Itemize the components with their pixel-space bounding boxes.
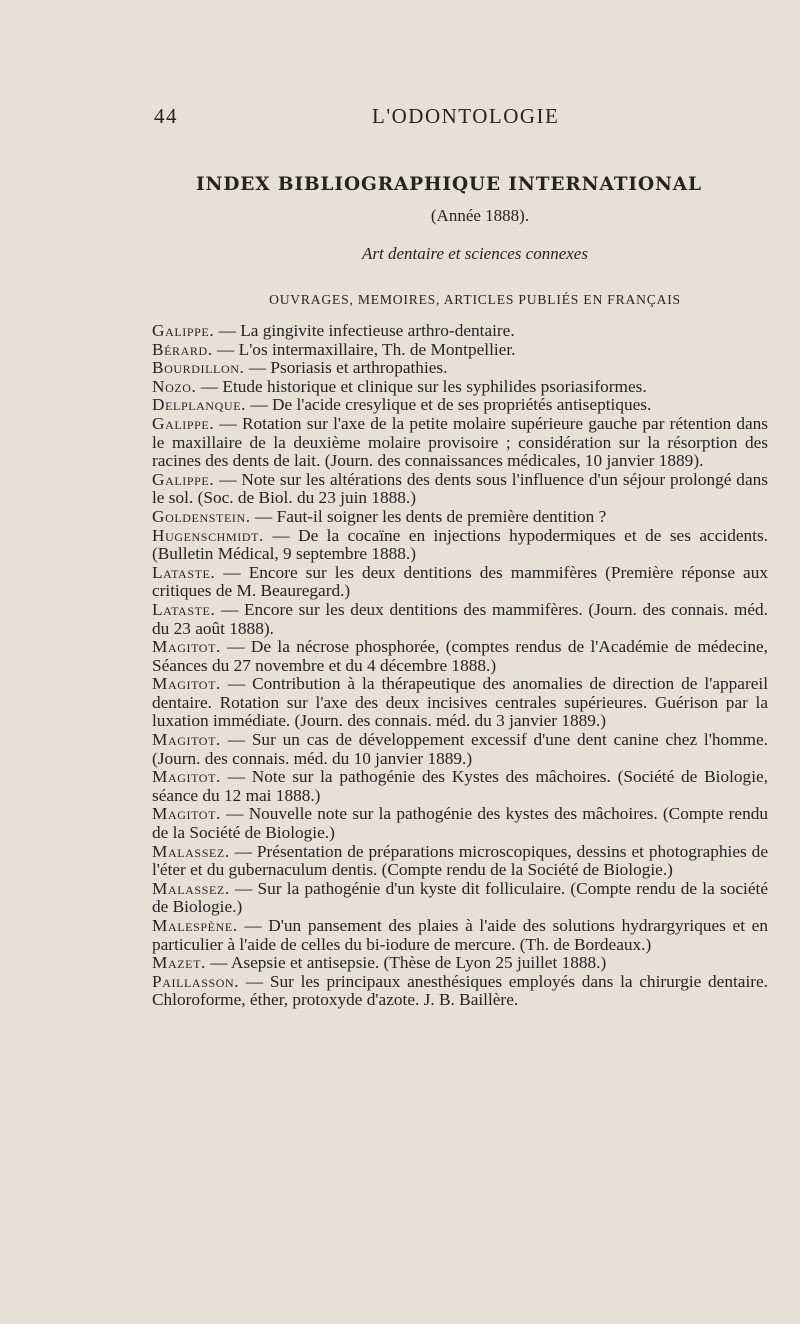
- entry-author: Magitot.: [152, 637, 221, 657]
- entry-text: — Sur un cas de développement excessif d'une dent canine chez l'homme. (Journ. des connais. méd. du 10 janvier 1889.): [152, 730, 768, 768]
- year-line: (Année 1888).: [430, 206, 530, 225]
- bibliography-entry: [152, 508, 768, 527]
- entry-author: Galippe.: [152, 469, 215, 489]
- entry-author: Galippe.: [152, 413, 215, 433]
- entry-text: — Sur la pathogénie d'un kyste dit folliculaire. (Compte rendu de la société de Biologie.): [152, 878, 768, 917]
- bibliography-entry: [152, 527, 768, 564]
- section-heading: OUVRAGES, MEMOIRES, ARTICLES PUBLIÉS EN FRANÇAIS: [269, 292, 681, 307]
- bibliography-entry: [152, 843, 768, 880]
- entry-text: — De la nécrose phosphorée, (comptes rendus de l'Académie de médecine, Séances du 27 novembre et du 4 décembre 1888.): [152, 637, 768, 675]
- bibliography-entry: [152, 768, 768, 805]
- entry-text: — L'os intermaxillaire, Th. de Montpellier.: [212, 339, 516, 359]
- entry-text: — Présentation de préparations microscopiques, dessins et photographies de l'éter et du gubernaculum dentis. (Compte rendu de la Société de Biologie.): [152, 841, 768, 880]
- bibliography-entry: [152, 378, 768, 397]
- entry-author: Galippe.: [152, 321, 215, 340]
- entry-text: — Sur les principaux anesthésiques employés dans la chirurgie dentaire. Chloroforme, éther, protoxyde d'azote. J. B. Baillère.: [152, 971, 768, 1010]
- entry-text: — Nouvelle note sur la pathogénie des kystes des mâchoires. (Compte rendu de la Société de Biologie.): [152, 804, 768, 843]
- bibliography-entry: [152, 638, 768, 675]
- entry-author: Mazet.: [152, 953, 206, 973]
- entry-author: Magitot.: [152, 674, 221, 694]
- entry-author: Bourdillon.: [152, 358, 245, 378]
- entry-author: Hugenschmidt.: [152, 525, 264, 545]
- entry-author: Malespène.: [152, 916, 238, 935]
- entry-author: Delplanque.: [152, 395, 247, 415]
- bibliography-entry: [152, 601, 768, 638]
- entry-author: Lataste.: [152, 562, 216, 582]
- entry-author: Magitot.: [152, 730, 221, 750]
- entry-text: — Faut-il soigner les dents de première dentition ?: [250, 506, 607, 526]
- entry-text: — Psoriasis et arthropathies.: [244, 358, 448, 378]
- bibliography-entry: [152, 359, 768, 378]
- entry-author: Malassez.: [152, 841, 230, 861]
- entry-text: — Note sur la pathogénie des Kystes des mâchoires. (Société de Biologie, séance du 12 mai 1888.): [152, 767, 768, 805]
- entry-text: — D'un pansement des plaies à l'aide des solutions hydrargyriques et en particulier à l'aide de celles du bi-iodure de mercure. (Th. de Bordeaux.): [152, 916, 768, 954]
- entry-text: — Asepsie et antisepsie. (Thèse de Lyon 25 juillet 1888.): [205, 953, 607, 973]
- entry-author: Magitot.: [152, 804, 221, 824]
- entry-author: Malassez.: [152, 878, 230, 898]
- entry-author: Goldenstein.: [152, 506, 251, 526]
- entry-author: Bérard.: [152, 339, 213, 359]
- bibliography-entry: [152, 973, 768, 1010]
- bibliography-entry: [152, 471, 768, 508]
- entry-author: Nozo.: [152, 376, 197, 396]
- entry-text: — Note sur les altérations des dents sous l'influence d'un séjour prolongé dans le sol. (Soc. de Biol. du 23 juin 1888.): [152, 469, 768, 508]
- entry-text: — La gingivite infectieuse arthro-dentaire.: [214, 321, 515, 340]
- running-header: [152, 104, 768, 130]
- entry-text: — Contribution à la thérapeutique des anomalies de direction de l'appareil dentaire. Rotation sur l'axe des deux incisives centrales supérieures. Guérison par la luxation immédiate. (Journ. des connais. méd. du 3 janvier 1889.): [152, 674, 768, 731]
- bibliography-entry: [152, 396, 768, 415]
- entry-author: Paillasson.: [152, 971, 240, 991]
- index-title: INDEX BIBLIOGRAPHIQUE INTERNATIONAL: [196, 174, 702, 195]
- bibliography-entry: [152, 954, 768, 973]
- bibliography-list: [152, 322, 768, 1010]
- entry-author: Magitot.: [152, 767, 221, 787]
- entry-text: — De l'acide cresylique et de ses propriétés antiseptiques.: [246, 395, 652, 415]
- bibliography-entry: [152, 675, 768, 731]
- bibliography-entry: [152, 731, 768, 768]
- bibliography-entry: [152, 322, 768, 341]
- bibliography-entry: [152, 564, 768, 601]
- bibliography-entry: [152, 880, 768, 917]
- entry-text: — Rotation sur l'axe de la petite molaire supérieure gauche par rétention dans le maxillaire de la deuxième molaire provisoire ; considération sur la résorption des racines des dents de lait. (Journ. des connaissances médicales, 10 janvier 1889).: [152, 413, 768, 471]
- entry-text: — Encore sur les deux dentitions des mammifères (Première réponse aux critiques de M. Beauregard.): [152, 562, 768, 601]
- entry-text: — Etude historique et clinique sur les syphilides psoriasiformes.: [196, 376, 647, 396]
- journal-title: L'ODONTOLOGIE: [372, 104, 560, 128]
- entry-text: — De la cocaïne en injections hypodermiques et de ses accidents. (Bulletin Médical, 9 septembre 1888.): [152, 525, 768, 564]
- bibliography-entry: [152, 341, 768, 360]
- bibliography-entry: [152, 805, 768, 842]
- subject-line: Art dentaire et sciences connexes: [362, 244, 588, 263]
- entry-author: Lataste.: [152, 599, 216, 619]
- entry-text: — Encore sur les deux dentitions des mammifères. (Journ. des connais. méd. du 23 août 1888).: [152, 599, 768, 638]
- bibliography-entry: [152, 415, 768, 471]
- page-number: 44: [154, 104, 178, 128]
- bibliography-entry: [152, 917, 768, 954]
